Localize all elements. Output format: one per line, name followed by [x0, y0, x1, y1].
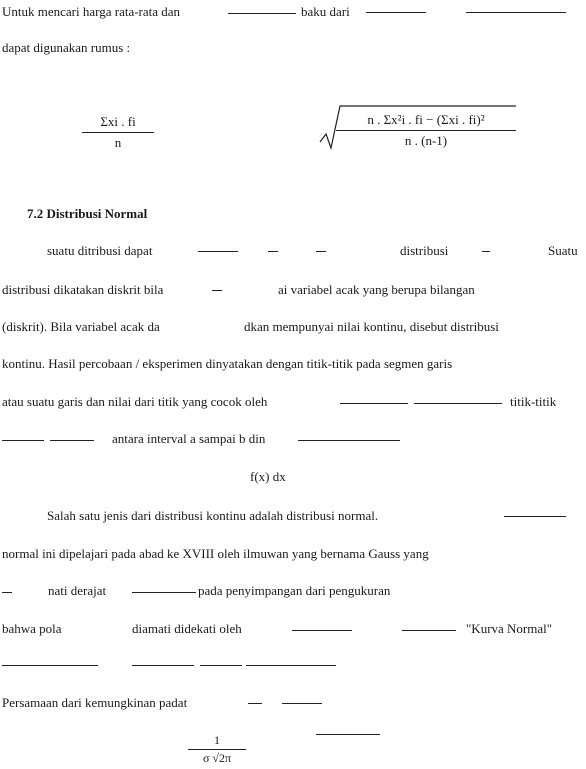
redaction-bar [212, 290, 222, 291]
redaction-bar [2, 665, 98, 666]
text-line-p1a: suatu ditribusi dapat [47, 243, 153, 258]
coef-numerator: 1 [214, 733, 220, 747]
fraction-bar [336, 130, 516, 131]
redaction-bar [246, 665, 336, 666]
text-line-p10a: bahwa pola [2, 621, 62, 636]
text-line-p2b: ai variabel acak yang berupa bilangan [278, 282, 475, 297]
text-line-p10c: "Kurva Normal" [466, 621, 553, 636]
mean-denominator: n [114, 135, 122, 150]
redaction-bar [414, 403, 502, 404]
text-line-p7: Salah satu jenis dari distribusi kontinu adalah distribusi normal. [47, 508, 379, 523]
fraction-bar [188, 749, 246, 750]
sd-formula [336, 112, 516, 149]
text-line-p5a: atau suatu garis dan nilai dari titik yang cocok oleh [2, 394, 268, 409]
text-line-p12: Persamaan dari kemungkinan padat [2, 695, 188, 710]
text-line-p9b: pada penyimpangan dari pengukuran [198, 583, 391, 598]
redaction-bar [466, 12, 566, 13]
text-line-p6: antara interval a sampai b din [112, 431, 266, 446]
redaction-bar [292, 630, 352, 631]
text-line-p8: normal ini dipelajari pada abad ke XVIII oleh ilmuwan yang bernama Gauss yang [2, 546, 429, 561]
fraction-bar [82, 132, 154, 133]
redaction-bar [504, 516, 566, 517]
redaction-bar [316, 251, 326, 252]
text-line-p3a: (diskrit). Bila variabel acak da [2, 319, 160, 334]
text-line-p5b: titik-titik [510, 394, 557, 409]
redaction-bar [340, 403, 408, 404]
redaction-bar [268, 251, 278, 252]
mean-numerator: Σxi . fi [100, 114, 136, 129]
text-line-p10b: diamati didekati oleh [132, 621, 242, 636]
text-line-p4: kontinu. Hasil percobaan / eksperimen dinyatakan dengan titik-titik pada segmen garis [2, 356, 453, 371]
redaction-bar [402, 630, 456, 631]
redaction-bar [282, 703, 322, 704]
redaction-bar [366, 12, 426, 13]
text-line-p2a: distribusi dikatakan diskrit bila [2, 282, 164, 297]
redaction-bar [248, 703, 262, 704]
normal-coefficient [188, 733, 246, 766]
mean-formula [82, 114, 154, 151]
redaction-bar [2, 440, 44, 441]
text-line-1: Untuk mencari harga rata-rata dan [2, 4, 181, 19]
redaction-bar [50, 440, 94, 441]
sd-numerator: n . Σx²i . fi − (Σxi . fi)² [367, 112, 485, 127]
text-line-p1b: distribusi [400, 243, 449, 258]
text-line-p3b: dkan mempunyai nilai kontinu, disebut distribusi [244, 319, 499, 334]
integral-expression: f(x) dx [250, 469, 286, 484]
section-heading: 7.2 Distribusi Normal [27, 206, 148, 221]
sd-denominator: n . (n-1) [404, 133, 448, 148]
text-line-p9a: nati derajat [48, 583, 107, 598]
redaction-bar [228, 13, 296, 14]
redaction-bar [482, 251, 490, 252]
text-line-1b: baku dari [301, 4, 350, 19]
text-line-2: dapat digunakan rumus : [2, 40, 131, 55]
text-line-p1c: Suatu [548, 243, 578, 258]
coef-denominator: σ √2π [202, 751, 232, 765]
redaction-bar [2, 592, 12, 593]
redaction-bar [316, 734, 380, 735]
redaction-bar [200, 665, 242, 666]
redaction-bar [132, 665, 194, 666]
redaction-bar [298, 440, 400, 441]
redaction-bar [198, 251, 238, 252]
redaction-bar [132, 592, 196, 593]
